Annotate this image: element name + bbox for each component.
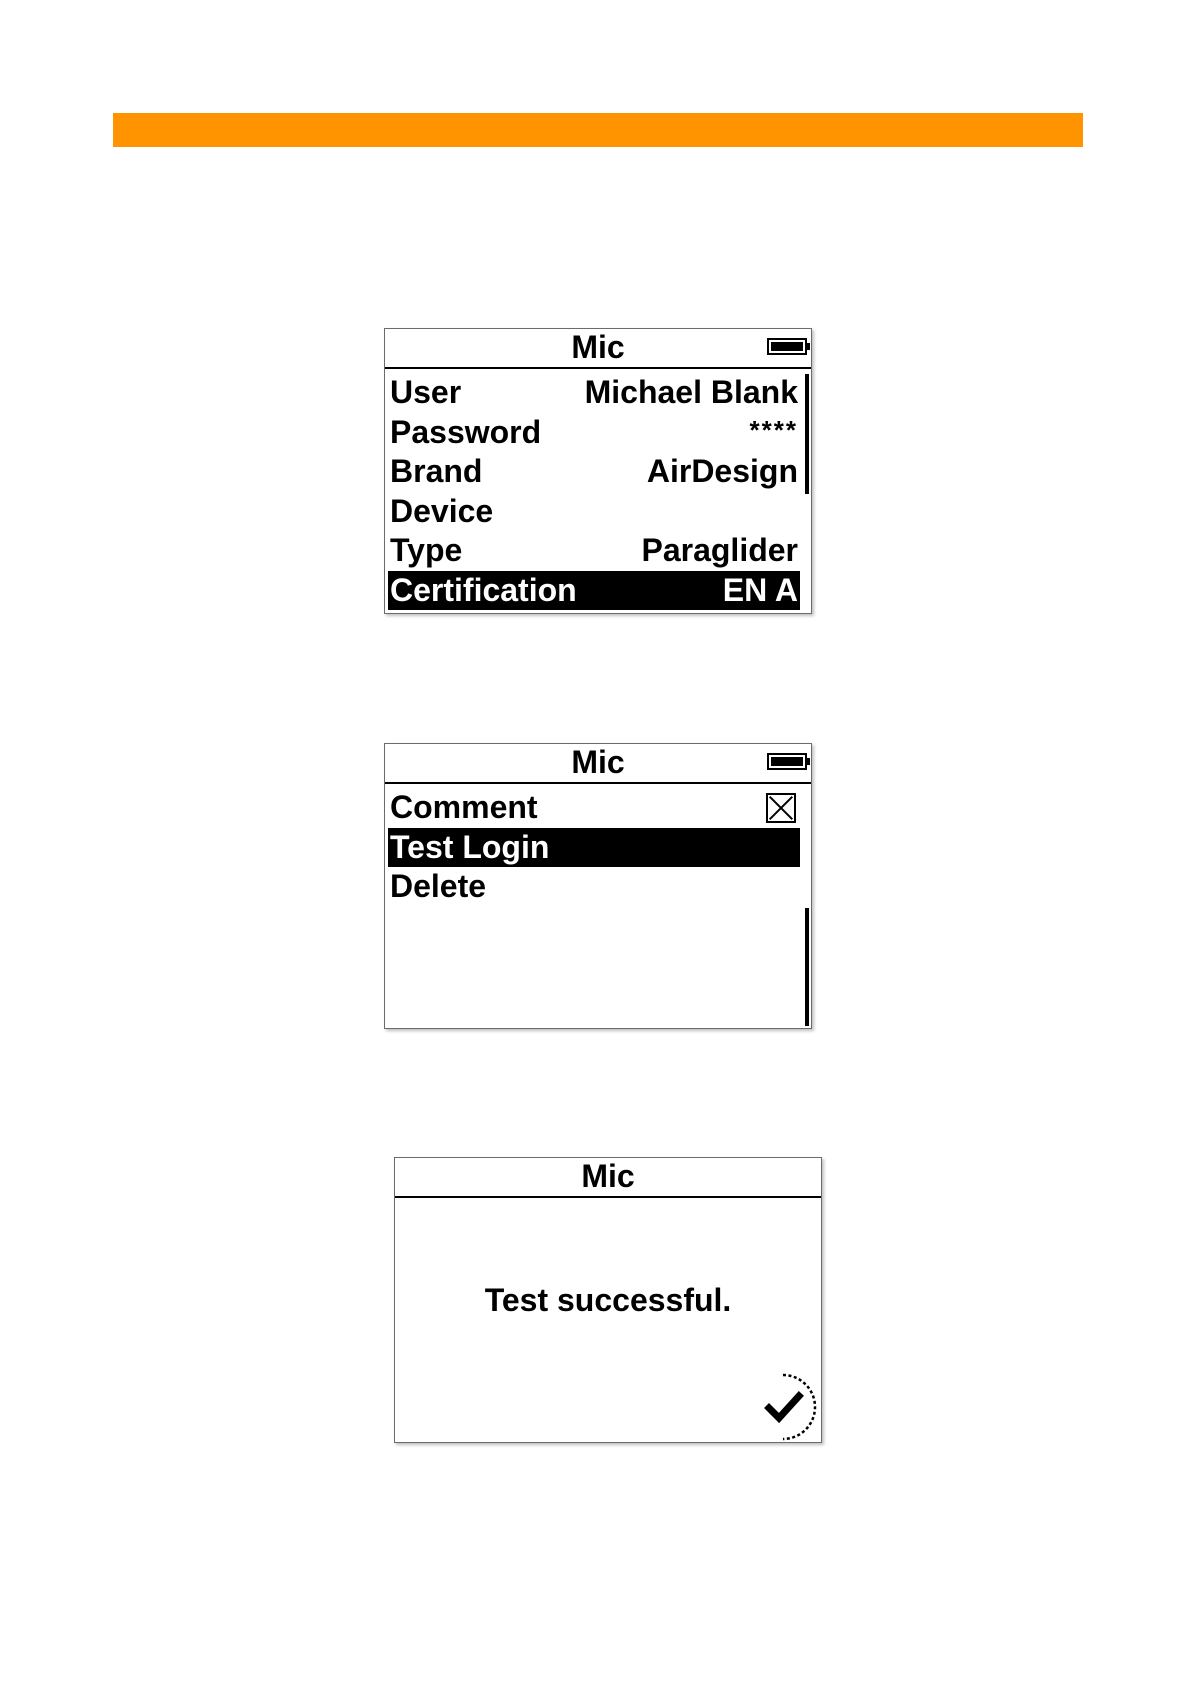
row-type[interactable] [388, 531, 800, 571]
row-delete[interactable] [388, 867, 800, 907]
settings-list [388, 373, 800, 610]
row-label: Type [390, 532, 463, 569]
action-list [388, 788, 800, 907]
row-label: User [390, 374, 462, 411]
battery-full-icon [767, 338, 807, 355]
row-brand[interactable] [388, 452, 800, 492]
row-value: Michael Blank [584, 374, 798, 411]
checkmark-icon[interactable] [761, 1372, 821, 1442]
row-label: Certification [390, 571, 577, 608]
row-value: **** [749, 414, 798, 445]
row-label: Delete [390, 868, 487, 905]
title-bar [395, 1158, 821, 1198]
row-value: Paraglider [641, 532, 798, 569]
result-message: Test successful. [484, 1282, 732, 1318]
row-label: Brand [390, 453, 483, 490]
checkbox-checked-icon[interactable] [766, 793, 796, 823]
row-test-login[interactable] [388, 828, 800, 868]
title-bar [385, 329, 811, 369]
row-label: Device [390, 492, 494, 529]
title-bar [385, 744, 811, 784]
row-label: Password [390, 413, 542, 450]
scrollbar[interactable] [805, 908, 809, 1026]
row-value: AirDesign [646, 453, 798, 490]
device-screen-result [394, 1157, 822, 1443]
scrollbar[interactable] [805, 374, 809, 494]
row-device[interactable] [388, 492, 800, 532]
row-user[interactable] [388, 373, 800, 413]
row-label: Comment [390, 789, 538, 826]
screen-title: Mic [581, 1158, 635, 1194]
battery-full-icon [767, 753, 807, 770]
screen-title: Mic [571, 329, 625, 365]
device-screen-user-details [384, 328, 812, 614]
screen-title: Mic [571, 744, 625, 780]
row-value: EN A [722, 571, 798, 608]
row-label: Test Login [390, 828, 550, 865]
row-certification[interactable] [388, 571, 800, 611]
accent-bar [113, 113, 1083, 147]
row-comment[interactable] [388, 788, 800, 828]
row-password[interactable] [388, 413, 800, 453]
device-screen-actions [384, 743, 812, 1029]
